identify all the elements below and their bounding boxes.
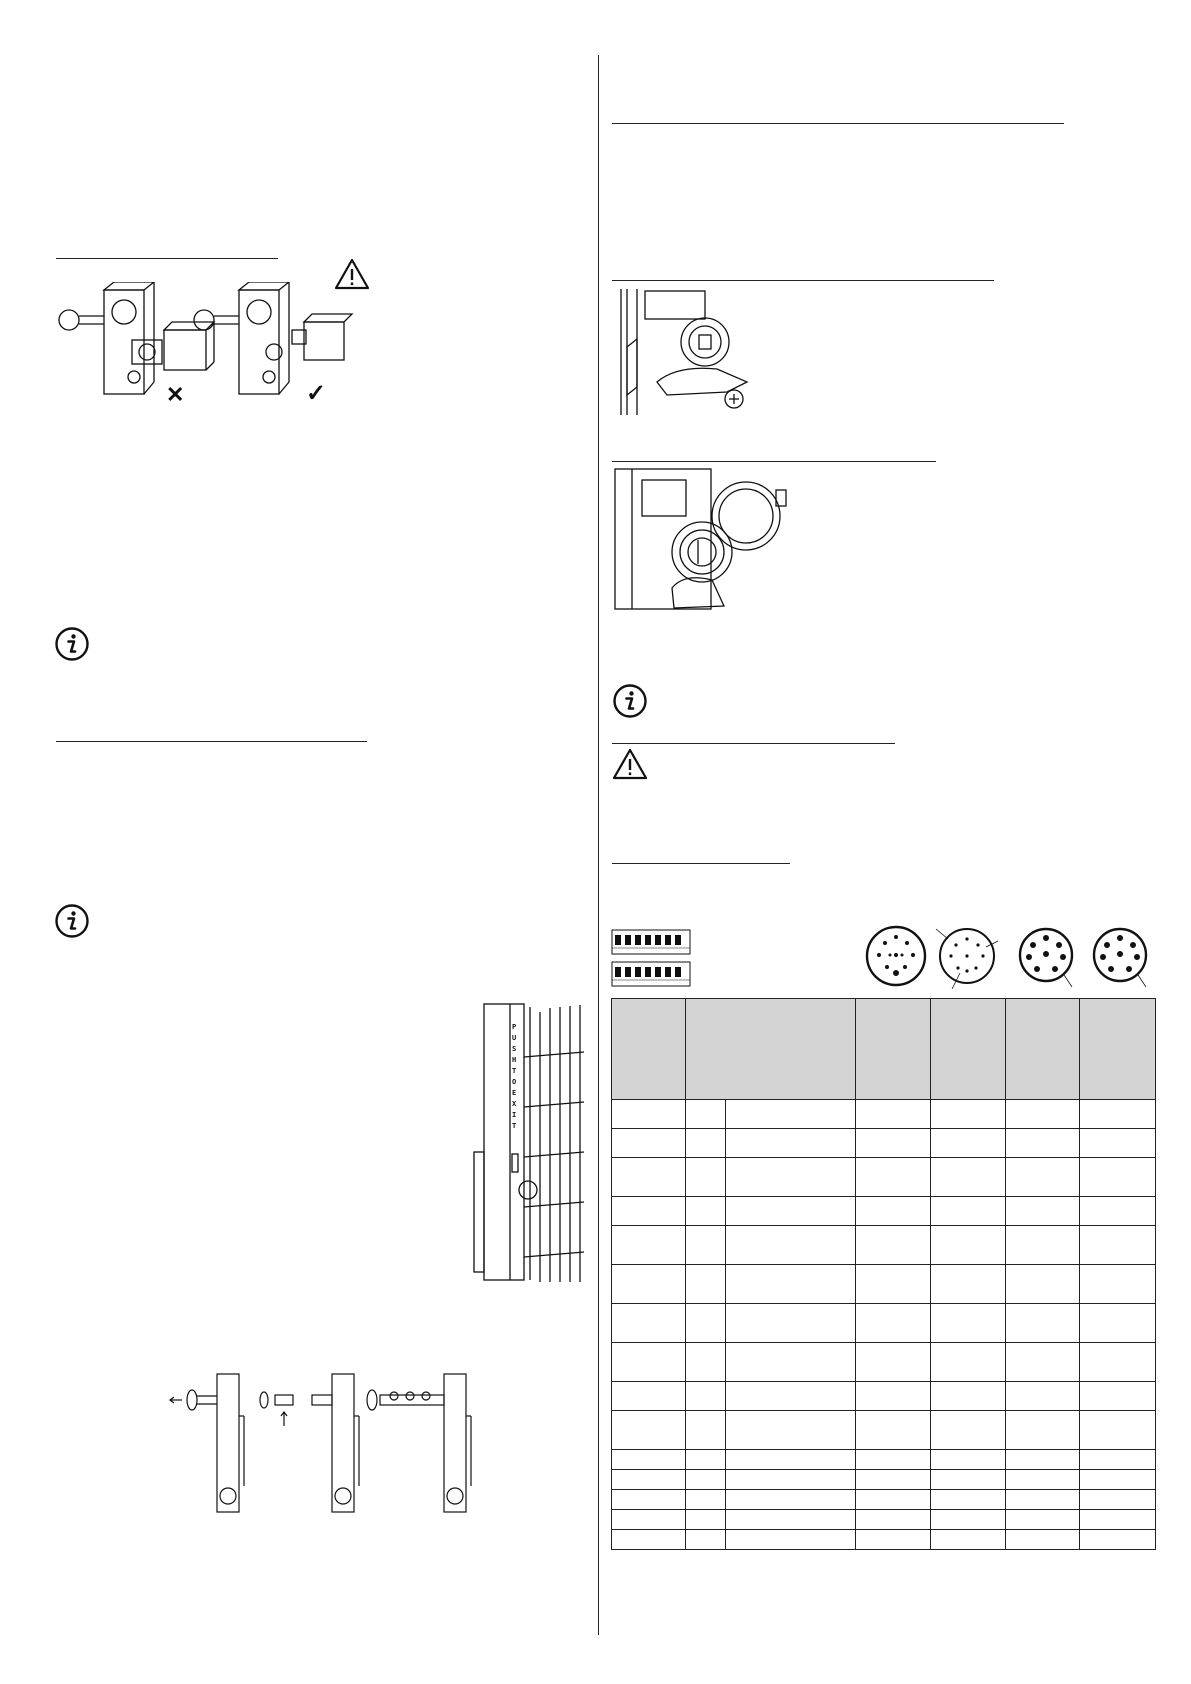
table-header-cell: [931, 999, 1006, 1100]
table-row: [612, 1304, 1156, 1343]
info-icon: [54, 903, 90, 939]
table-row: [612, 1226, 1156, 1265]
table-row: [612, 1129, 1156, 1158]
table-header-cell: [686, 999, 856, 1100]
section-rule-4: [612, 280, 994, 281]
pinout-connector-3: [1016, 925, 1080, 989]
column-divider: [598, 55, 599, 1635]
table-row: [612, 1530, 1156, 1550]
table-header-cell: [612, 999, 686, 1100]
terminal-block-figure: [611, 929, 691, 989]
section-rule-2: [56, 741, 367, 742]
table-row: [612, 1510, 1156, 1530]
table-row: [612, 1100, 1156, 1129]
table-row: [612, 1382, 1156, 1411]
disassembly-figure: [162, 1366, 480, 1516]
section-rule-3: [612, 123, 1064, 124]
section-rule-1: [56, 258, 278, 259]
pinout-connector-2: [934, 925, 1000, 991]
cross-icon: ✕: [166, 382, 185, 407]
pinout-connector-1: [865, 925, 927, 987]
warning-icon: [612, 748, 648, 780]
table-header-cell: [1006, 999, 1080, 1100]
table-row: [612, 1158, 1156, 1197]
wiring-table: [611, 998, 1156, 1550]
table-row: [612, 1197, 1156, 1226]
connector-figure-1: [617, 287, 762, 417]
table-row: [612, 1470, 1156, 1490]
section-rule-6: [612, 743, 895, 744]
pinout-connector-4: [1090, 925, 1154, 989]
info-icon: [612, 683, 648, 719]
door-handle-figure: [470, 1002, 585, 1284]
table-header-cell: [1080, 999, 1156, 1100]
section-rule-7: [612, 863, 790, 864]
table-row: [612, 1265, 1156, 1304]
connector-figure-2: [614, 468, 799, 610]
info-icon: [54, 626, 90, 662]
table-header-cell: [856, 999, 931, 1100]
section-rule-5: [612, 461, 936, 462]
table-row: [612, 1490, 1156, 1510]
door-label: PUSH TO EXIT: [512, 1023, 517, 1130]
table-header-row: [612, 999, 1156, 1100]
check-icon: ✓: [306, 380, 327, 407]
table-row: [612, 1411, 1156, 1450]
table-row: [612, 1343, 1156, 1382]
table-row: [612, 1450, 1156, 1470]
